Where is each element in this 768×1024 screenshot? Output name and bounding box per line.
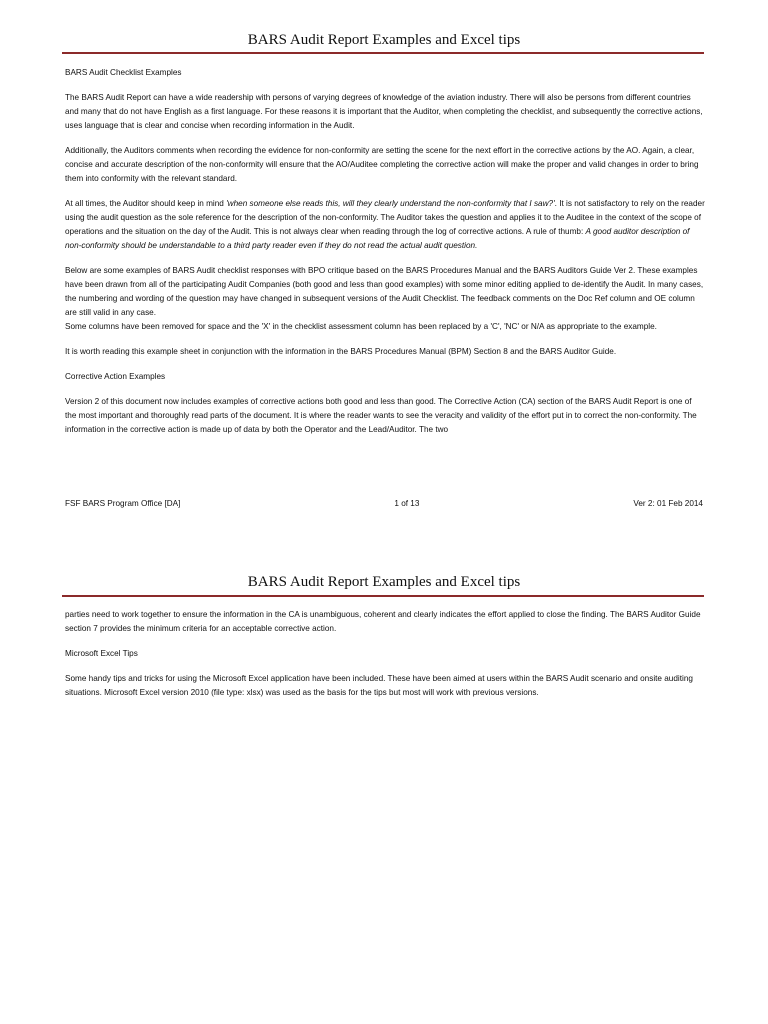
paragraph-text: At all times, the Auditor should keep in mind [65, 199, 227, 208]
document-page-2 [0, 540, 768, 1024]
paragraph: Below are some examples of BARS Audit checklist responses with BPO critique based on the BARS Procedures Manual and the BARS Auditors Guide Ver 2. These examples have been drawn from all of the participating Audit Companies (both good and less than good examples) with some minor editing applied to de-identify the Audit. In many cases, the numbering and wording of the question may have changed in subsequent versions of the Audit Checklist. The feedback comments on the Doc Ref column and OE column are still valid in any case. [65, 266, 704, 317]
header-rule [62, 52, 704, 54]
footer-left: FSF BARS Program Office [DA] [65, 499, 181, 508]
page-header-title: BARS Audit Report Examples and Excel tips [247, 32, 521, 48]
paragraph: Additionally, the Auditors comments when recording the evidence for non-conformity are setting the scene for the next effort in the corrective actions by the AO. Again, a clear, concise and accurate description of the non-conformity will ensure that the AO/Auditee completing the corrective action will make the proper and valid changes in order to bring them into conformity with the relevant standard. [65, 146, 699, 183]
paragraph: parties need to work together to ensure the information in the CA is unambiguous, coherent and clearly indicates the effort applied to close the finding. The BARS Auditor Guide section 7 provides the minimum criteria for an acceptable corrective action. [65, 610, 701, 633]
paragraph: Version 2 of this document now includes examples of corrective actions both good and less than good. The Corrective Action (CA) section of the BARS Audit Report is one of the most important and thoroughly read parts of the document. It is where the reader wants to see the veracity and validity of the effort put in to correct the non-conformity. The information in the corrective action is made up of data by both the Operator and the Lead/Auditor. The two [65, 397, 697, 434]
paragraph [65, 197, 705, 253]
footer-version: Ver 2: 01 Feb 2014 [633, 499, 703, 508]
paragraph: It is worth reading this example sheet in conjunction with the information in the BARS Procedures Manual (BPM) Section 8 and the BARS Auditor Guide. [65, 347, 617, 356]
page-header-title: BARS Audit Report Examples and Excel tips [247, 574, 521, 590]
quote-text: 'when someone else reads this, will they clearly understand the non-conformity that I saw?' [226, 199, 555, 208]
paragraph: Some handy tips and tricks for using the Microsoft Excel application have been included. These have been aimed at users within the BARS Audit scenario and onsite auditing situations. Microsoft Excel version 2010 (file type: xlsx) was used as the basis for the tips but most will work with previous versions. [65, 674, 693, 697]
header-rule [62, 595, 704, 597]
paragraph-text: . It is not satisfactory to rely on the reader using the audit question as the sole reference for the description of the non-conformity. The Auditor takes the question and applies it to the Auditee in the context of the scope of operations and the situation on the day of the Audit. This is not always clear when reading through the log of corrective actions. A rule of thumb: [65, 199, 705, 236]
section-heading-corrective-action: Corrective Action Examples [65, 372, 166, 381]
section-heading-checklist: BARS Audit Checklist Examples [65, 68, 182, 77]
page-body [65, 66, 705, 448]
page-number: 1 of 13 [394, 499, 420, 508]
page-body [65, 608, 705, 711]
paragraph: The BARS Audit Report can have a wide readership with persons of varying degrees of knowledge of the aviation industry. There will also be persons from different countries and many that do not have English as a first language. For these reasons it is important that the Auditor, when completing the checklist, and subsequently the corrective actions, uses language that is clear and concise when recording information in the Audit. [65, 93, 703, 130]
section-heading-excel: Microsoft Excel Tips [65, 649, 138, 658]
paragraph: Some columns have been removed for space and the 'X' in the checklist assessment column has been replaced by a 'C', 'NC' or N/A as appropriate to the example. [65, 322, 657, 331]
rule-of-thumb-text: A good auditor description of non-conformity should be understandable to a third party reader even if they do not read the actual audit question. [65, 227, 690, 250]
page-footer [65, 499, 703, 508]
